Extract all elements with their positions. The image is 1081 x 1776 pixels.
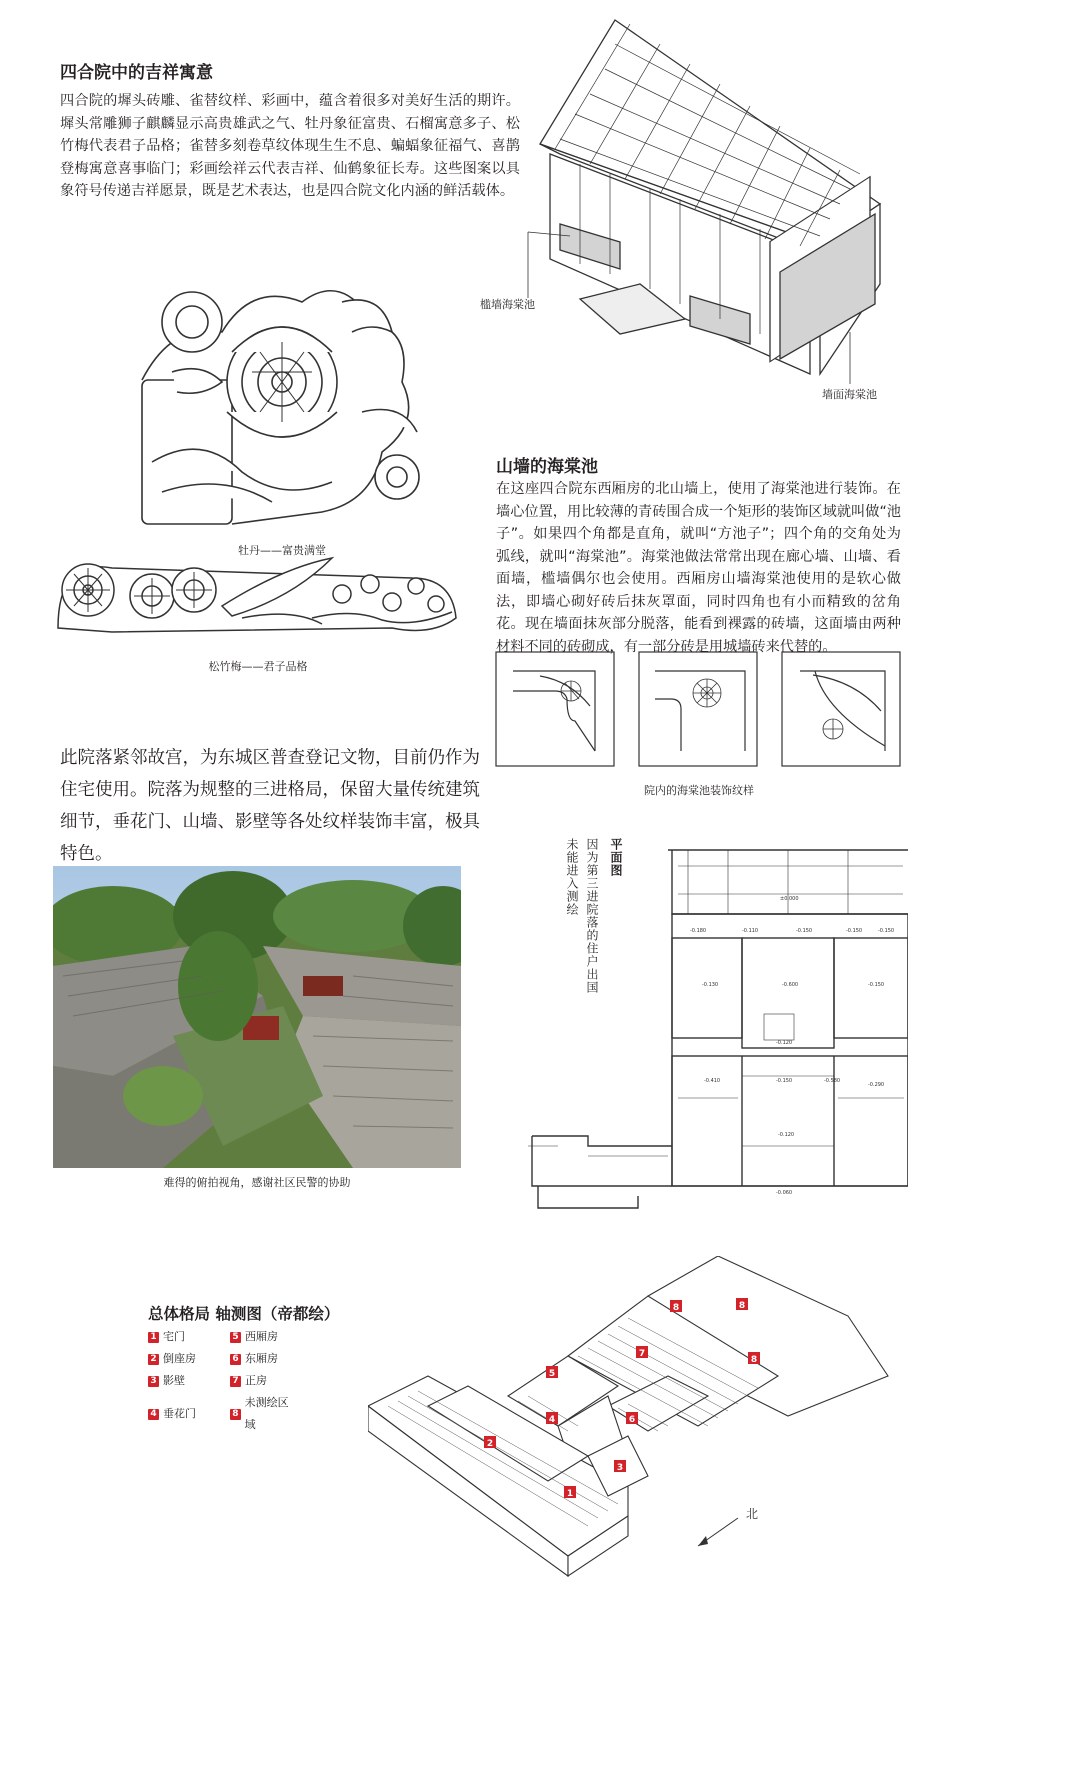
legend-number: 4 <box>148 1409 159 1420</box>
legend-item <box>230 1326 298 1348</box>
plan-note-2: 未能进入测绘 <box>565 838 579 916</box>
intro-body: 四合院的墀头砖雕、雀替纹样、彩画中，蕴含着很多对美好生活的期许。墀头常雕狮子麒麟显示高贵雄武之气、牡丹象征富贵、石榴寓意多子、松竹梅代表君子品格；雀替多刻卷草纹体现生生不息、蝙蝠象征福气、喜鹊登梅寓意喜事临门；彩画绘祥云代表吉祥、仙鹤象征长寿。这些图案以具象符号传递吉祥愿景，既是艺术表达，也是四合院文化内涵的鲜活载体。 <box>60 93 520 199</box>
house-label-left: 槛墙海棠池 <box>480 298 535 311</box>
shanqiang-title: 山墙的海棠池 <box>496 457 598 477</box>
legend-label: 正房 <box>245 1374 267 1387</box>
elev-label: -0.120 <box>778 1132 795 1138</box>
plan-note-1: 因为第三进院落的住户出国 <box>585 838 599 994</box>
legend-item <box>148 1326 216 1348</box>
legend-label: 宅门 <box>163 1330 185 1343</box>
elev-label: -0.180 <box>690 928 707 934</box>
marker-2 <box>484 1436 496 1449</box>
marker-text: 4 <box>548 1415 556 1425</box>
pine-bamboo-plum-illustration <box>52 548 464 640</box>
marker-6 <box>626 1412 638 1425</box>
legend-item <box>230 1348 298 1370</box>
legend-label: 垂花门 <box>163 1407 196 1420</box>
marker-text: 6 <box>628 1415 636 1425</box>
elev-label: -0.110 <box>742 928 759 934</box>
marker-text: 8 <box>738 1301 746 1311</box>
summary-text: 此院落紧邻故宫，为东城区普查登记文物，目前仍作为住宅使用。院落为规整的三进格局，保留大量传统建筑细节，垂花门、山墙、影壁等各处纹样装饰丰富，极具特色。 <box>60 748 480 864</box>
marker-1 <box>564 1486 576 1499</box>
photo-caption: 难得的俯拍视角，感谢社区民警的协助 <box>163 1176 351 1189</box>
elev-label: -0.150 <box>796 928 813 934</box>
legend-label: 倒座房 <box>163 1352 196 1365</box>
legend-label: 影壁 <box>163 1374 185 1387</box>
elev-label: -0.410 <box>704 1078 721 1084</box>
marker-8c <box>748 1352 760 1365</box>
floor-plan-drawing <box>528 846 908 1216</box>
marker-5 <box>546 1366 558 1379</box>
intro-title: 四合院中的吉祥寓意 <box>60 63 213 83</box>
marker-text: 3 <box>616 1463 624 1473</box>
elev-label: ±0.000 <box>780 896 799 902</box>
marker-text: 2 <box>486 1439 494 1449</box>
courtyard-axonometric <box>368 1256 928 1586</box>
legend-item <box>148 1348 216 1370</box>
marker-text: 7 <box>638 1349 646 1359</box>
legend-number: 6 <box>230 1354 241 1365</box>
legend-item <box>148 1392 216 1436</box>
elev-label: -0.600 <box>782 982 799 988</box>
north-label: 北 <box>746 1507 759 1521</box>
marker-text: 5 <box>548 1369 556 1379</box>
legend-number: 8 <box>230 1409 241 1420</box>
legend-label: 东厢房 <box>245 1352 278 1365</box>
plan-title: 平面图 <box>609 838 623 877</box>
elev-label: -0.580 <box>824 1078 841 1084</box>
axon-title: 总体格局 轴测图（帝都绘） <box>148 1305 340 1323</box>
elev-label: -0.120 <box>776 1040 793 1046</box>
legend-label: 未测绘区域 <box>244 1396 289 1431</box>
peony-carving-illustration <box>132 262 432 532</box>
shanqiang-body: 在这座四合院东西厢房的北山墙上，使用了海棠池进行装饰。在墙心位置，用比较薄的青砖围合成一个矩形的装饰区域就叫做“池子”。如果四个角都是直角，就叫“方池子”；四个角的交角处为弧线，就叫“海棠池”。海棠池做法常常出现在廊心墙、山墙、看面墙，槛墙偶尔也会使用。西厢房山墙海棠池使用的是软心做法，即墙心砌好砖后抹灰罩面，同时四角也有小而精致的岔角花。现在墙面抹灰部分脱落，能看到裸露的砖墙，这面墙由两种材料不同的砖砌成，有一部分砖是用城墙砖来代替的。 <box>496 481 901 655</box>
legend-item <box>230 1392 298 1436</box>
marker-8a <box>670 1300 682 1313</box>
side-house-illustration <box>520 14 900 384</box>
legend-number: 7 <box>230 1376 241 1387</box>
marker-text: 8 <box>750 1355 758 1365</box>
peony-caption: 牡丹——富贵满堂 <box>238 544 326 557</box>
elev-label: -0.060 <box>776 1190 793 1196</box>
pine-caption: 松竹梅——君子品格 <box>208 660 308 673</box>
axon-legend <box>148 1326 298 1436</box>
elev-label: -0.150 <box>878 928 895 934</box>
legend-item <box>230 1370 298 1392</box>
legend-number: 3 <box>148 1376 159 1387</box>
elev-label: -0.150 <box>776 1078 793 1084</box>
legend-item <box>148 1370 216 1392</box>
elev-label: -0.290 <box>868 1082 885 1088</box>
haitang-pattern-row <box>495 651 903 769</box>
haitang-caption: 院内的海棠池装饰纹样 <box>644 784 754 797</box>
marker-text: 8 <box>672 1303 680 1313</box>
plan-elevation-labels <box>690 896 894 1196</box>
elev-label: -0.150 <box>846 928 863 934</box>
marker-text: 1 <box>566 1489 574 1499</box>
legend-number: 2 <box>148 1354 159 1365</box>
marker-4 <box>546 1412 558 1425</box>
legend-number: 1 <box>148 1332 159 1343</box>
marker-8b <box>736 1298 748 1311</box>
north-arrow-icon <box>698 1507 758 1546</box>
elev-label: -0.150 <box>868 982 885 988</box>
marker-3 <box>614 1460 626 1473</box>
aerial-courtyard-photo <box>53 866 461 1168</box>
elev-label: -0.130 <box>702 982 719 988</box>
marker-7 <box>636 1346 648 1359</box>
legend-number: 5 <box>230 1332 241 1343</box>
house-label-right: 墙面海棠池 <box>822 388 877 401</box>
legend-label: 西厢房 <box>245 1330 278 1343</box>
